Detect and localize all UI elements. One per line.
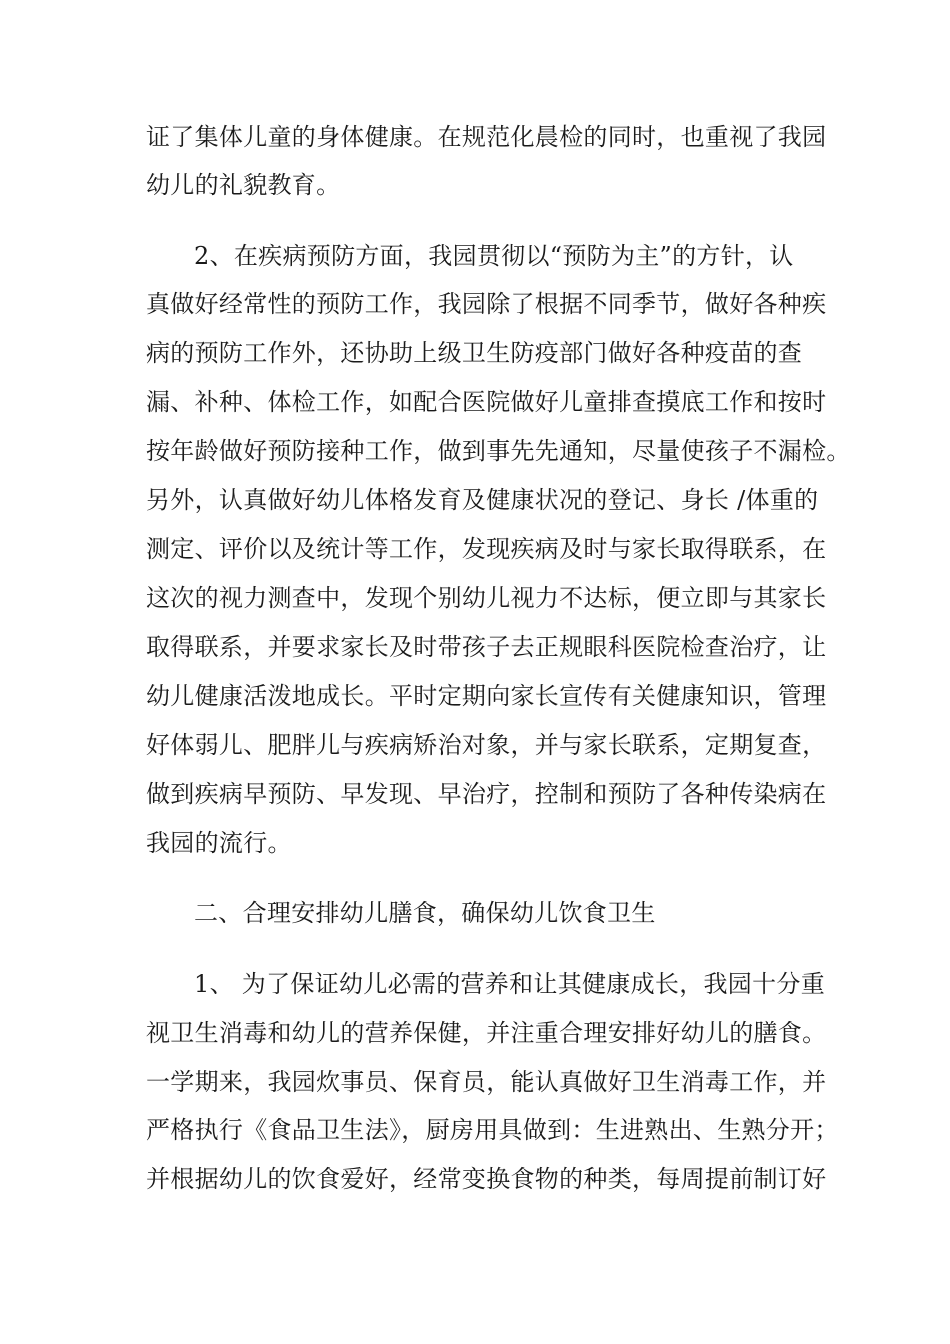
text-line: 好体弱儿、肥胖儿与疾病矫治对象，并与家长联系，定期复查，: [146, 731, 827, 759]
text-line: 幼儿的礼貌教育。: [146, 171, 341, 199]
text-line: 严格执行《食品卫生法》，厨房用具做到：生进熟出、生熟分开；: [146, 1116, 839, 1144]
text-line: 另外，认真做好幼儿体格发育及健康状况的登记、身长 /体重的: [146, 486, 819, 514]
paragraph-start-line: 2、在疾病预防方面，我园贯彻以“预防为主”的方针，认: [194, 242, 794, 270]
text-line: 取得联系，并要求家长及时带孩子去正规眼科医院检查治疗，让: [146, 633, 827, 661]
text-line: 幼儿健康活泼地成长。平时定期向家长宣传有关健康知识，管理: [146, 682, 827, 710]
text-line: 这次的视力测查中，发现个别幼儿视力不达标，便立即与其家长: [146, 584, 827, 612]
text-line: 病的预防工作外，还协助上级卫生防疫部门做好各种疫苗的查: [146, 339, 803, 367]
text-line: 视卫生消毒和幼儿的营养保健，并注重合理安排好幼儿的膳食。: [146, 1019, 827, 1047]
text-line: 按年龄做好预防接种工作，做到事先先通知，尽量使孩子不漏检。: [146, 437, 851, 465]
text-line: 一学期来，我园炊事员、保育员，能认真做好卫生消毒工作，并: [146, 1068, 827, 1096]
text-line: 我园的流行。: [146, 829, 292, 857]
section-heading: 二、合理安排幼儿膳食，确保幼儿饮食卫生: [194, 899, 656, 927]
text-line: 做到疾病早预防、早发现、早治疗，控制和预防了各种传染病在: [146, 780, 827, 808]
text-line: 真做好经常性的预防工作，我园除了根据不同季节，做好各种疾: [146, 290, 827, 318]
paragraph-start-line: 1、 为了保证幼儿必需的营养和让其健康成长，我园十分重: [194, 970, 825, 998]
text-line: 并根据幼儿的饮食爱好，经常变换食物的种类，每周提前制订好: [146, 1165, 827, 1193]
text-line: 测定、评价以及统计等工作，发现疾病及时与家长取得联系，在: [146, 535, 827, 563]
text-line: 证了集体儿童的身体健康。在规范化晨检的同时，也重视了我园: [146, 123, 827, 151]
text-line: 漏、补种、体检工作，如配合医院做好儿童排查摸底工作和按时: [146, 388, 827, 416]
